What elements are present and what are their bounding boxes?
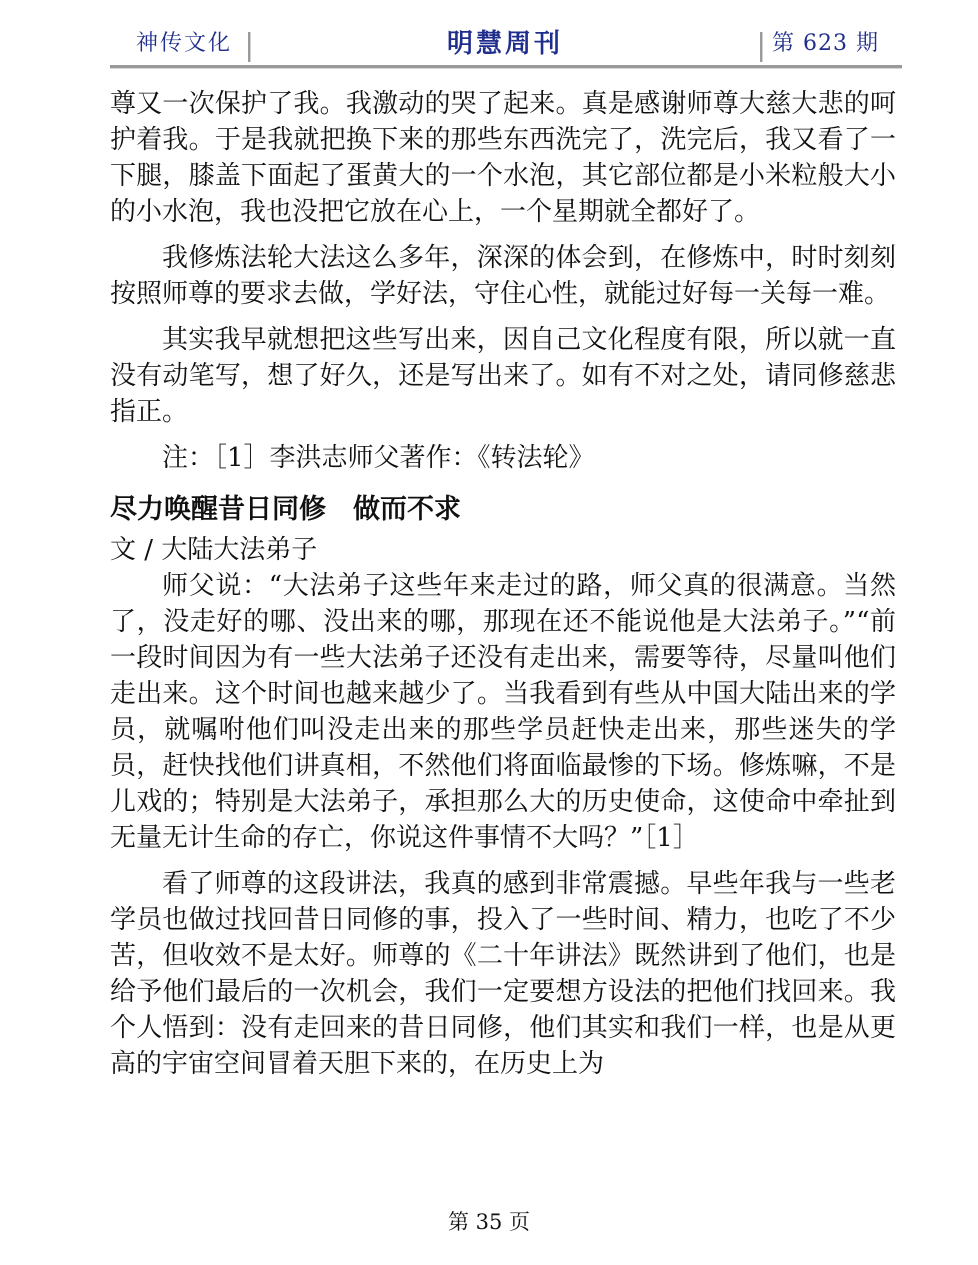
body-paragraph-2: 我修炼法轮大法这么多年，深深的体会到，在修炼中，时时刻刻按照师尊的要求去做，学好法，守住心性，就能过好每一关每一难。 — [110, 243, 896, 309]
page-number: 第 35 页 — [447, 1210, 531, 1234]
article-byline: 文 / 大陆大法弟子 — [110, 535, 318, 565]
page-body — [110, 86, 896, 1082]
body-paragraph-1: 尊又一次保护了我。我激动的哭了起来。真是感谢师尊大慈大悲的呵护着我。于是我就把换下来的那些东西洗完了，洗完后，我又看了一下腿，膝盖下面起了蛋黄大的一个水泡，其它部位都是小米粒般大小的小水泡，我也没把它放在心上，一个星期就全都好了。 — [110, 89, 896, 227]
body-paragraph-3: 其实我早就想把这些写出来，因自己文化程度有限，所以就一直没有动笔写，想了好久，还是写出来了。如有不对之处，请同修慈悲指正。 — [110, 325, 896, 427]
header-divider-left — [248, 32, 250, 62]
header-section-label: 神传文化 — [136, 31, 233, 56]
article-title: 尽力唤醒昔日同修 做而不求 — [110, 494, 461, 525]
header-rule — [110, 65, 902, 69]
header-divider-right — [760, 32, 762, 62]
article-paragraph-2: 看了师尊的这段讲法，我真的感到非常震撼。早些年我与一些老学员也做过找回昔日同修的事，投入了一些时间、精力，也吃了不少苦，但收效不是太好。师尊的《二十年讲法》既然讲到了他们，也是给予他们最后的一次机会，我们一定要想方设法的把他们找回来。我个人悟到：没有走回来的昔日同修，他们其实和我们一样，也是从更高的宇宙空间冒着天胆下来的，在历史上为 — [110, 869, 896, 1079]
header-publication-title: 明慧周刊 — [446, 29, 563, 59]
page-header — [110, 26, 902, 68]
article-paragraph-1: 师父说：“大法弟子这些年来走过的路，师父真的很满意。当然了，没走好的哪、没出来的哪，那现在还不能说他是大法弟子。”“前一段时间因为有一些大法弟子还没有走出来，需要等待，尽量叫他们走出来。这个时间也越来越少了。当我看到有些从中国大陆出来的学员，就嘱咐他们叫没走出来的那些学员赶快走出来，那些迷失的学员，赶快找他们讲真相，不然他们将面临最惨的下场。修炼嘛，不是儿戏的；特别是大法弟子，承担那么大的历史使命，这使命中牵扯到无量无计生命的存亡，你说这件事情不大吗？”［1］ — [110, 571, 896, 853]
footnote: 注：［1］李洪志师父著作：《转法轮》 — [162, 443, 595, 473]
header-issue-number: 第 623 期 — [772, 31, 879, 56]
